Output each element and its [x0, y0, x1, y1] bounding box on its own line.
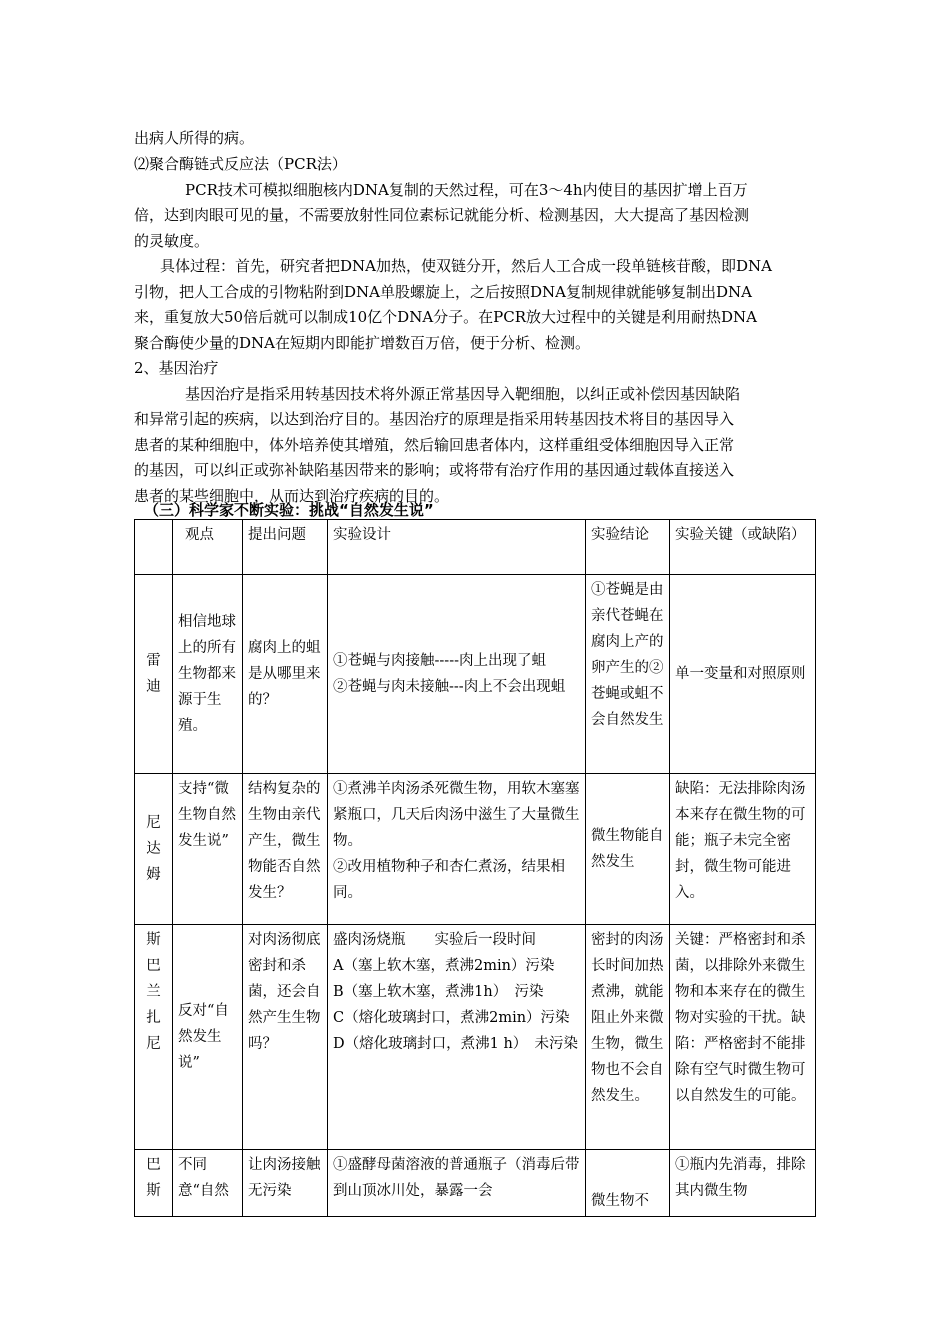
conclusion-cell: 密封的肉汤长时间加热煮沸，就能阻止外来微生物，微生物也不会自然发生。	[586, 925, 670, 1150]
experiment-table	[134, 519, 816, 1217]
table-row	[135, 774, 816, 925]
paragraph-line: 的灵敏度。	[134, 232, 210, 250]
key-cell: ①瓶内先消毒，排除其内微生物	[670, 1150, 816, 1217]
paragraph-line: 基因治疗是指采用转基因技术将外源正常基因导入靶细胞，以纠正或补偿因基因缺陷	[185, 385, 741, 403]
paragraph-line: 倍，达到肉眼可见的量，不需要放射性同位素标记就能分析、检测基因，大大提高了基因检测	[134, 206, 750, 224]
paragraph-line: 具体过程：首先，研究者把DNA加热，使双链分开，然后人工合成一段单链核苷酸，即DNA	[160, 257, 772, 275]
design-line: ①盛酵母菌溶液的普通瓶子（消毒后带到山顶冰川处，暴露一会	[333, 1157, 580, 1199]
design-line: D（熔化玻璃封口，煮沸1 h） 未污染	[333, 1036, 579, 1052]
paragraph-line: 的基因，可以纠正或弥补缺陷基因带来的影响；或将带有治疗作用的基因通过载体直接送入	[134, 461, 735, 479]
header-cell-key: 实验关键（或缺陷）	[670, 520, 816, 575]
viewpoint-cell: 反对“自然发生说”	[173, 925, 243, 1150]
section-heading: （三）科学家不断实验：挑战“自然发生说”	[144, 501, 434, 519]
viewpoint-cell: 不同意“自然	[173, 1150, 243, 1217]
paragraph-line: PCR技术可模拟细胞核内DNA复制的天然过程，可在3～4h内使目的基因扩增上百万	[185, 181, 748, 199]
design-line: ①苍蝇与肉接触-----肉上出现了蛆	[333, 653, 546, 669]
table-header-row	[135, 520, 816, 575]
design-cell	[328, 1150, 586, 1217]
conclusion-cell: ①苍蝇是由亲代苍蝇在腐肉上产的卵产生的②苍蝇或蛆不会自然发生	[586, 575, 670, 774]
design-line: ②苍蝇与肉未接触---肉上不会出现蛆	[333, 679, 566, 695]
table-row	[135, 1150, 816, 1217]
paragraph-line: 和异常引起的疾病，以达到治疗目的。基因治疗的原理是指采用转基因技术将目的基因导入	[134, 410, 735, 428]
paragraph-line: 患者的某些细胞中，从而达到治疗疾病的目的。	[134, 487, 450, 505]
scientist-cell: 雷迪	[135, 575, 173, 774]
subheading-pcr: ⑵聚合酶链式反应法（PCR法）	[134, 155, 347, 173]
paragraph-line: 引物，把人工合成的引物粘附到DNA单股螺旋上，之后按照DNA复制规律就能够复制出DNA	[134, 283, 752, 301]
paragraph-line: 聚合酶使少量的DNA在短期内即能扩增数百万倍，便于分析、检测。	[134, 334, 590, 352]
header-cell-viewpoint: 观点	[173, 520, 243, 575]
scientist-cell: 巴斯	[135, 1150, 173, 1217]
scientist-cell: 尼达姆	[135, 774, 173, 925]
question-cell: 对肉汤彻底密封和杀菌，还会自然产生生物吗？	[243, 925, 328, 1150]
viewpoint-cell: 相信地球上的所有生物都来源于生殖。	[173, 575, 243, 774]
key-cell: 关键：严格密封和杀菌，以排除外来微生物和本来存在的微生物对实验的干扰。缺陷：严格密封不能排除有空气时微生物可以自然发生的可能。	[670, 925, 816, 1150]
key-cell: 单一变量和对照原则	[670, 575, 816, 774]
design-cell	[328, 575, 586, 774]
question-cell: 让肉汤接触无污染	[243, 1150, 328, 1217]
header-cell-question: 提出问题	[243, 520, 328, 575]
conclusion-cell: 微生物能自然发生	[586, 774, 670, 925]
header-cell-blank	[135, 520, 173, 575]
design-line: A（塞上软木塞，煮沸2min）污染	[333, 958, 555, 974]
design-cell	[328, 925, 586, 1150]
design-line: B（塞上软木塞，煮沸1h） 污染	[333, 984, 544, 1000]
question-cell: 腐肉上的蛆是从哪里来的？	[243, 575, 328, 774]
paragraph-line: 出病人所得的病。	[134, 129, 255, 147]
conclusion-cell: 微生物不	[586, 1150, 670, 1217]
design-line: C（熔化玻璃封口，煮沸2min）污染	[333, 1010, 570, 1026]
design-line: 盛肉汤烧瓶 实验后一段时间	[333, 932, 536, 948]
design-line: ②改用植物种子和杏仁煮汤，结果相同。	[333, 859, 565, 901]
key-cell: 缺陷：无法排除肉汤本来存在微生物的可能；瓶子未完全密封，微生物可能进入。	[670, 774, 816, 925]
paragraph-line: 患者的某种细胞中，体外培养使其增殖，然后输回患者体内，这样重组受体细胞因导入正常	[134, 436, 735, 454]
header-cell-conclusion: 实验结论	[586, 520, 670, 575]
table-row	[135, 925, 816, 1150]
header-cell-design: 实验设计	[328, 520, 586, 575]
design-line: ①煮沸羊肉汤杀死微生物，用软木塞塞紧瓶口，几天后肉汤中滋生了大量微生物。	[333, 781, 580, 849]
table-row	[135, 575, 816, 774]
question-cell: 结构复杂的生物由亲代产生，微生物能否自然发生？	[243, 774, 328, 925]
design-cell	[328, 774, 586, 925]
viewpoint-cell: 支持“微生物自然发生说”	[173, 774, 243, 925]
scientist-cell: 斯巴兰扎尼	[135, 925, 173, 1150]
paragraph-line: 来，重复放大50倍后就可以制成10亿个DNA分子。在PCR放大过程中的关键是利用耐热DNA	[134, 308, 758, 326]
subheading-gene-therapy: 2、基因治疗	[134, 359, 219, 377]
